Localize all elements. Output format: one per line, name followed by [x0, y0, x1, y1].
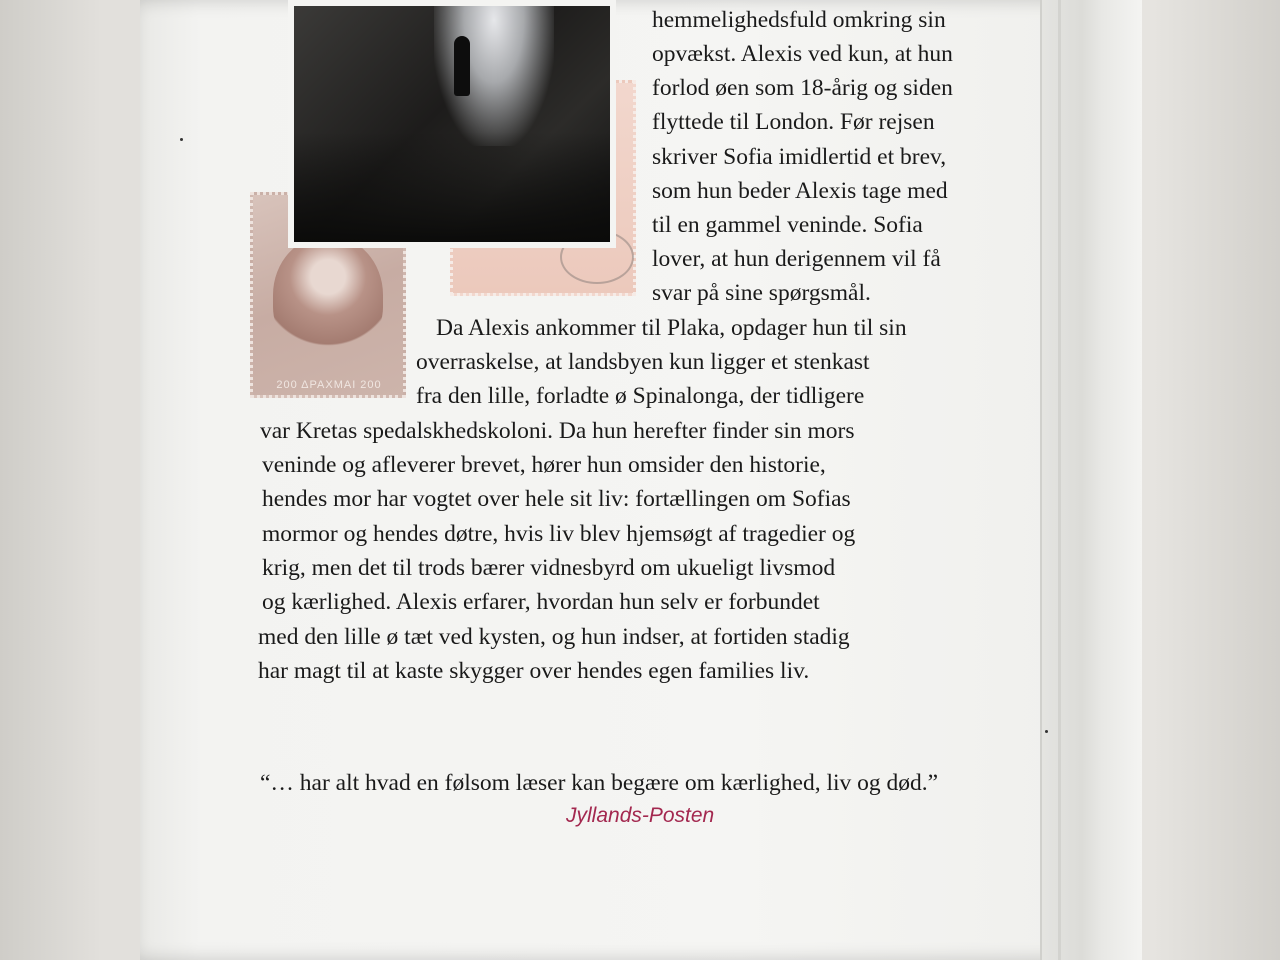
blurb-line: mormor og hendes døtre, hvis liv blev hjemsøgt af tragedier og: [262, 521, 856, 547]
blurb-line: overraskelse, at landsbyen kun ligger et stenkast: [416, 349, 870, 375]
blurb-line: har magt til at kaste skygger over hendes egen families liv.: [258, 658, 810, 684]
blurb-line: var Kretas spedalskhedskoloni. Da hun herefter finder sin mors: [260, 418, 855, 444]
blurb-line: veninde og afleverer brevet, hører hun omsider den historie,: [262, 452, 826, 478]
blurb-line: skriver Sofia imidlertid et brev,: [652, 144, 947, 170]
review-quote: “… har alt hvad en følsom læser kan begære om kærlighed, liv og død.”: [260, 770, 939, 796]
blurb-line: flyttede til London. Før rejsen: [652, 109, 935, 135]
blurb-line: med den lille ø tæt ved kysten, og hun indser, at fortiden stadig: [258, 624, 850, 650]
speck: [1045, 730, 1048, 733]
blurb-line: forlod øen som 18-årig og siden: [652, 75, 953, 101]
blurb-line: til en gammel veninde. Sofia: [652, 212, 923, 238]
blurb-line: fra den lille, forladte ø Spinalonga, der tidligere: [416, 383, 865, 409]
speck: [180, 138, 183, 141]
blurb-line: som hun beder Alexis tage med: [652, 178, 948, 204]
blurb-line: krig, men det til trods bærer vidnesbyrd om ukueligt livsmod: [262, 555, 836, 581]
review-source: Jyllands-Posten: [566, 804, 715, 827]
blurb-line: svar på sine spørgsmål.: [652, 280, 871, 306]
stamp-label: 200 ΔΡΑΧΜΑΙ 200: [276, 379, 382, 391]
blurb-line: opvækst. Alexis ved kun, at hun: [652, 41, 953, 67]
blurb-line: og kærlighed. Alexis erfarer, hvordan hun selv er forbundet: [262, 589, 820, 615]
blurb-line: hemmelighedsfuld omkring sin: [652, 7, 946, 33]
blurb-line: Da Alexis ankommer til Plaka, opdager hun til sin: [436, 315, 907, 341]
blurb-line: lover, at hun derigennem vil få: [652, 246, 941, 272]
blurb-line: hendes mor har vogtet over hele sit liv: fortællingen om Sofias: [262, 486, 851, 512]
